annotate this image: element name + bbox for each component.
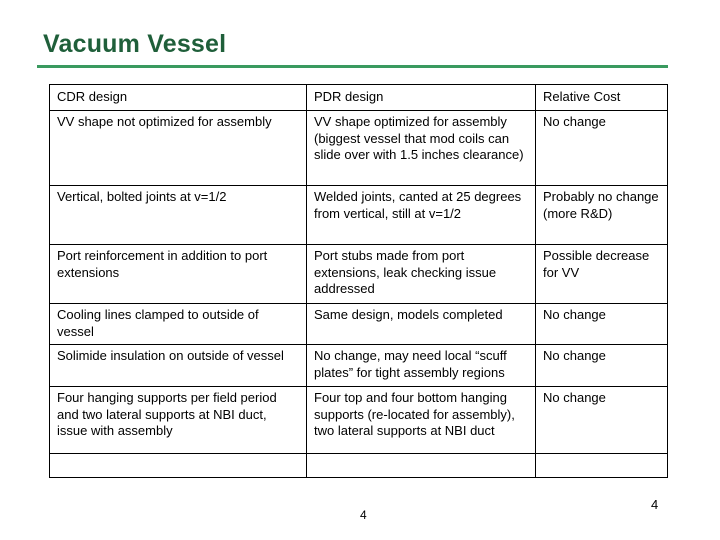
pdr-cell: Welded joints, canted at 25 degrees from vertical, still at v=1/2 xyxy=(307,186,536,245)
header-cdr-design: CDR design xyxy=(50,85,307,111)
pdr-cell: No change, may need local “scuff plates” for tight assembly regions xyxy=(307,345,536,387)
slide-title: Vacuum Vessel xyxy=(43,30,227,58)
cdr-cell: VV shape not optimized for assembly xyxy=(50,111,307,186)
cost-cell: No change xyxy=(536,111,668,186)
table-header-row xyxy=(50,85,668,111)
cost-cell: No change xyxy=(536,345,668,387)
table-row xyxy=(50,111,668,186)
pdr-cell: VV shape optimized for assembly (biggest vessel that mod coils can slide over with 1.5 inches clearance) xyxy=(307,111,536,186)
page-number-right: 4 xyxy=(651,497,659,512)
cdr-cell: Vertical, bolted joints at v=1/2 xyxy=(50,186,307,245)
pdr-cell: Same design, models completed xyxy=(307,304,536,345)
table-row-empty xyxy=(50,454,668,478)
cost-cell: Possible decrease for VV xyxy=(536,245,668,304)
cdr-cell: Cooling lines clamped to outside of vessel xyxy=(50,304,307,345)
table-row xyxy=(50,245,668,304)
comparison-table xyxy=(49,84,668,478)
header-pdr-design: PDR design xyxy=(307,85,536,111)
title-underline xyxy=(37,65,668,68)
pdr-cell: Port stubs made from port extensions, leak checking issue addressed xyxy=(307,245,536,304)
cdr-cell: Four hanging supports per field period and two lateral supports at NBI duct, issue with assembly xyxy=(50,387,307,454)
cdr-cell xyxy=(50,454,307,478)
cost-cell: No change xyxy=(536,387,668,454)
pdr-cell xyxy=(307,454,536,478)
page-number-center: 4 xyxy=(360,508,367,522)
table-row xyxy=(50,387,668,454)
cdr-cell: Solimide insulation on outside of vessel xyxy=(50,345,307,387)
table-row xyxy=(50,186,668,245)
table-row xyxy=(50,345,668,387)
cdr-cell: Port reinforcement in addition to port extensions xyxy=(50,245,307,304)
cost-cell xyxy=(536,454,668,478)
pdr-cell: Four top and four bottom hanging supports (re-located for assembly), two lateral supports at NBI duct xyxy=(307,387,536,454)
cost-cell: No change xyxy=(536,304,668,345)
table-row xyxy=(50,304,668,345)
cost-cell: Probably no change (more R&D) xyxy=(536,186,668,245)
header-relative-cost: Relative Cost xyxy=(536,85,668,111)
